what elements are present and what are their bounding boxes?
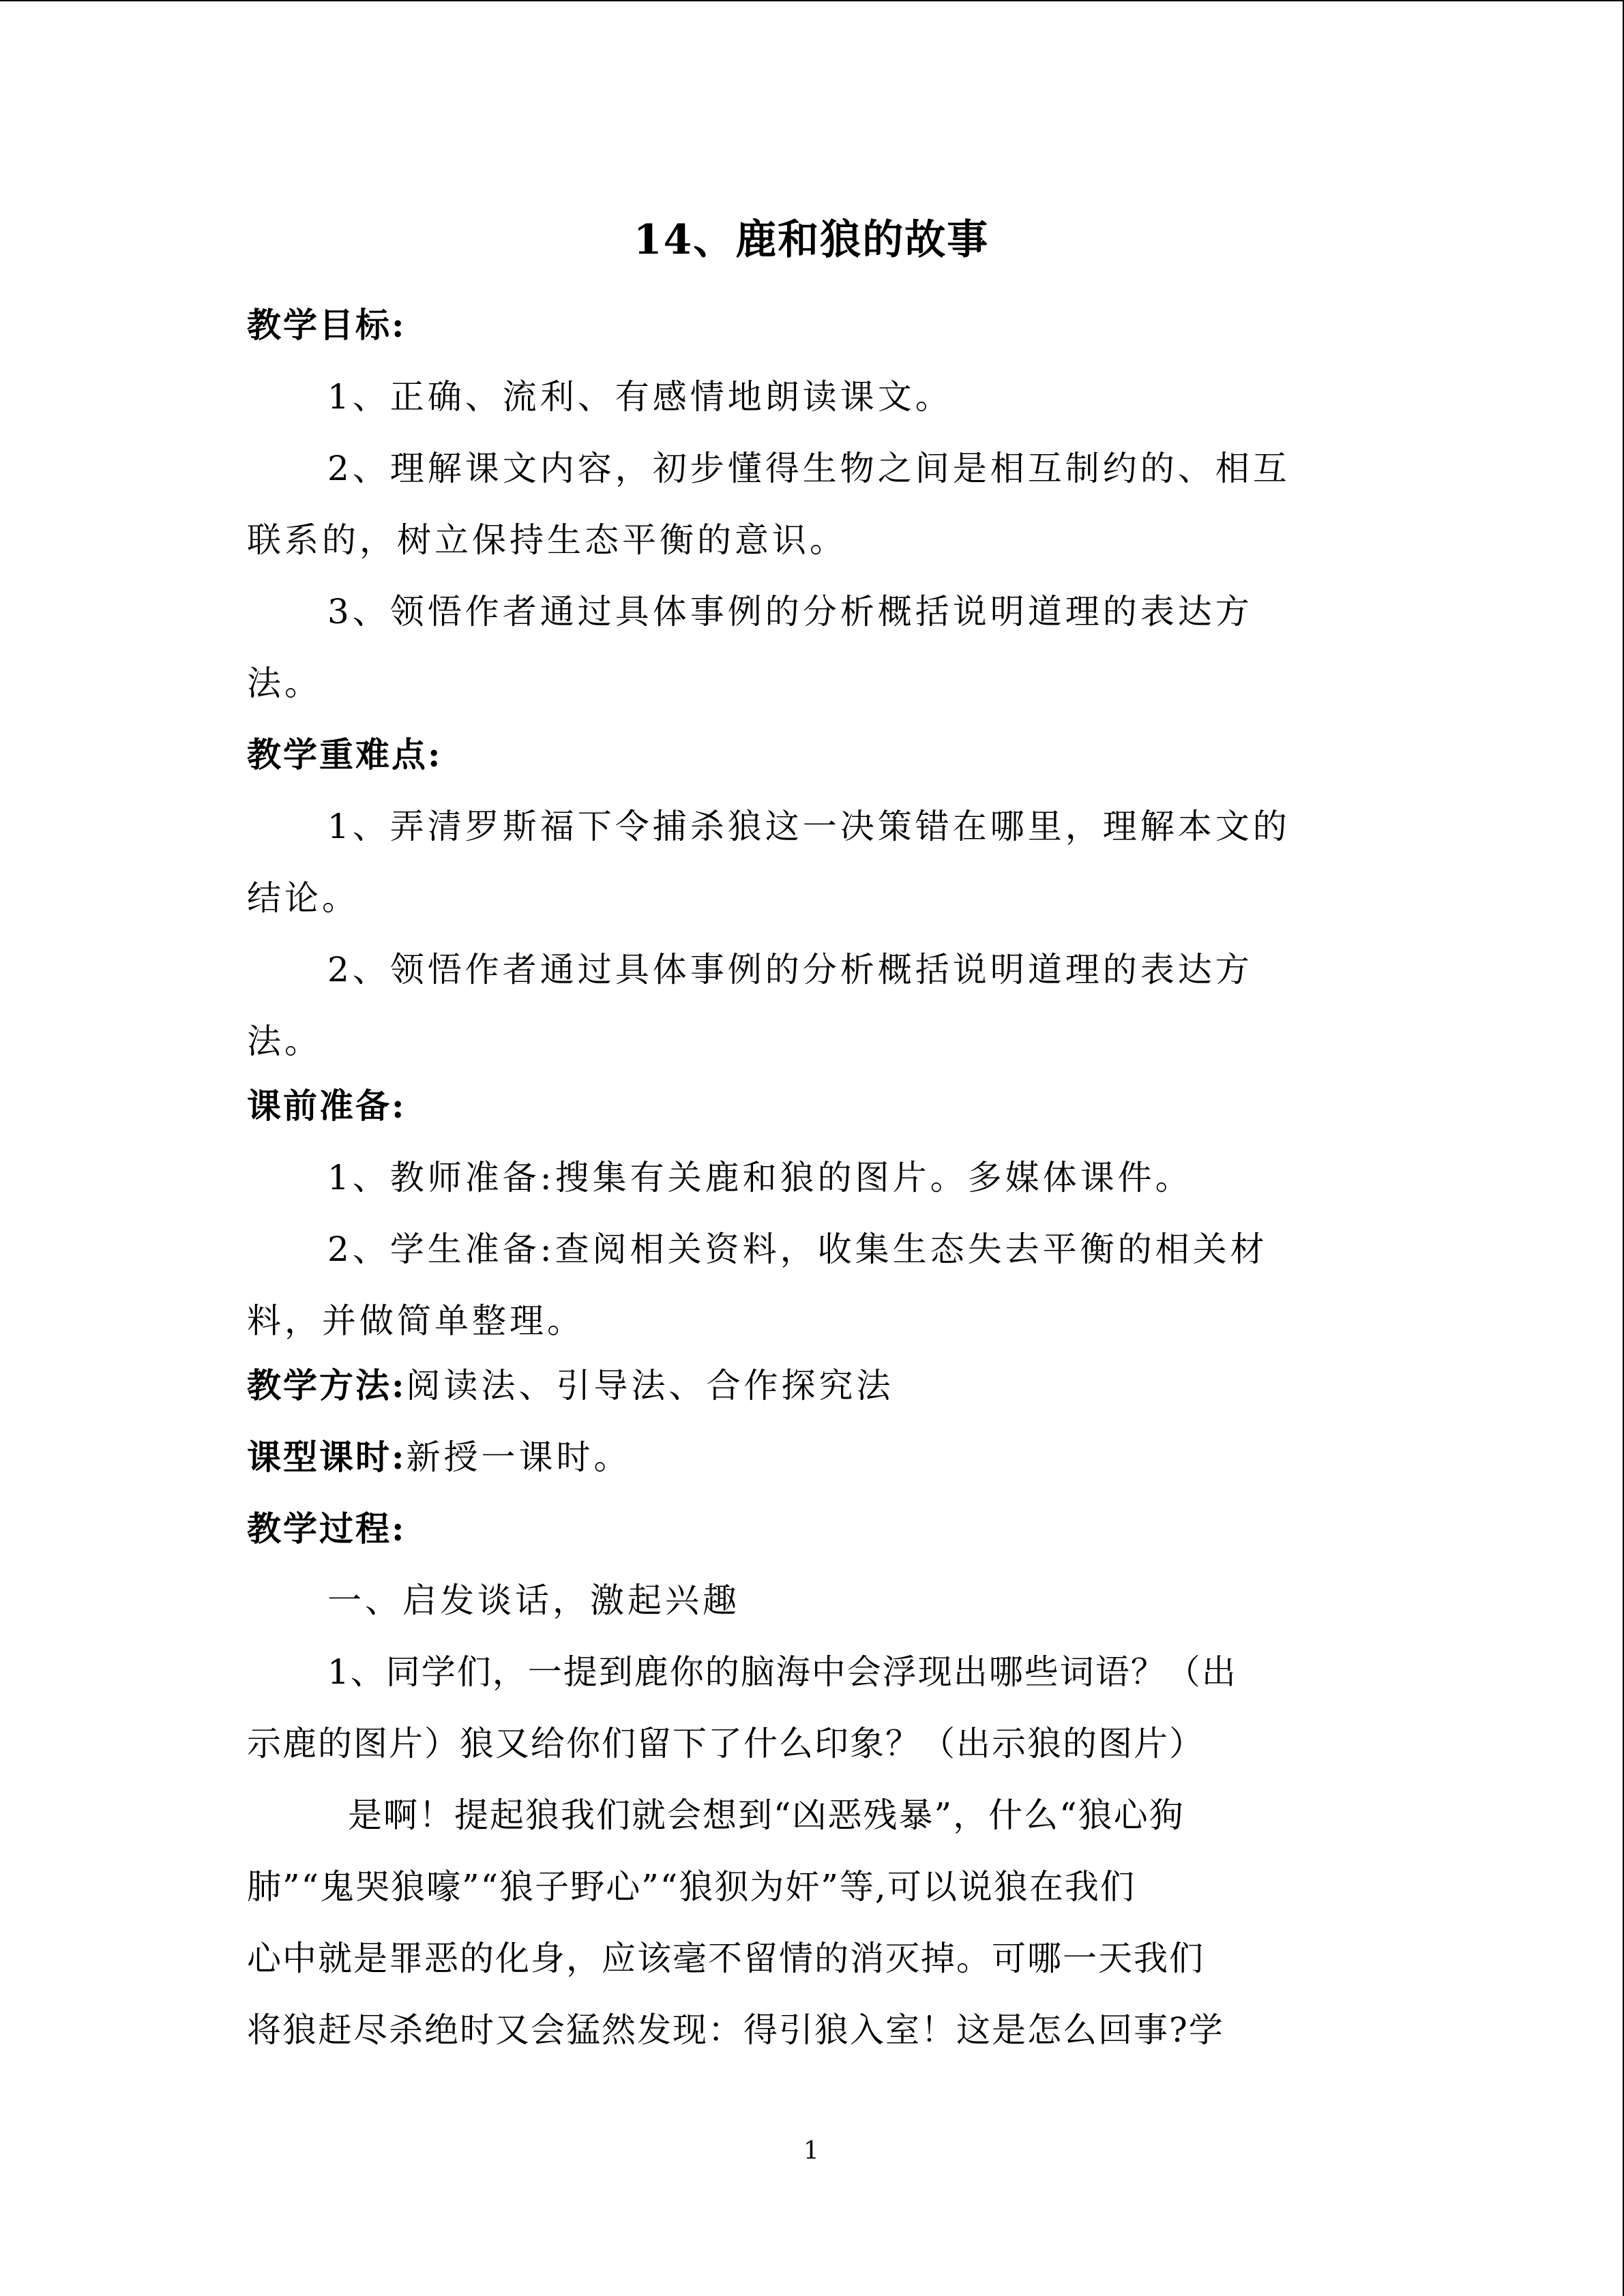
page-number: 1 [803,2137,819,2165]
process-line-2-continued: 肺”“鬼哭狼嚎”“狼子野心”“狼狈为奸”等,可以说狼在我们 [247,1867,1136,1907]
preparation-line-2-continued: 料，并做简单整理。 [247,1301,585,1341]
difficulty-line-2-continued: 法。 [247,1022,322,1061]
difficulty-line-2: 2、领悟作者通过具体事例的分析概括说明道理的表达方 [327,950,1253,989]
goal-line-3: 3、领悟作者通过具体事例的分析概括说明道理的表达方 [327,592,1253,631]
goal-line-2-continued: 联系的，树立保持生态平衡的意识。 [247,520,847,560]
preparation-line-1: 1、教师准备:搜集有关鹿和狼的图片。多媒体课件。 [327,1158,1193,1197]
difficulty-line-1: 1、弄清罗斯福下令捕杀狼这一决策错在哪里，理解本文的 [327,807,1290,846]
heading-preparation: 课前准备: [247,1086,407,1126]
heading-lesson-type: 课型课时: [247,1437,407,1477]
process-line-2: 是啊！提起狼我们就会想到“凶恶残暴”，什么“狼心狗 [348,1795,1185,1835]
teaching-method-value: 阅读法、引导法、合作探究法 [406,1366,894,1405]
process-line-1: 1、同学们，一提到鹿你的脑海中会浮现出哪些词语？（出 [327,1652,1237,1692]
heading-teaching-goals: 教学目标: [247,305,407,345]
heading-key-difficulties: 教学重难点: [247,734,443,775]
heading-teaching-method: 教学方法: [247,1365,407,1405]
process-line-1-continued: 示鹿的图片）狼又给你们留下了什么印象？（出示狼的图片） [247,1724,1205,1763]
process-line-4: 将狼赶尽杀绝时又会猛然发现：得引狼入室！这是怎么回事?学 [247,2010,1224,2050]
process-section-1: 一、启发谈话，激起兴趣 [327,1581,740,1620]
teaching-method-row [247,1355,1379,1416]
goal-line-2: 2、理解课文内容，初步懂得生物之间是相互制约的、相互 [327,449,1290,488]
goal-line-1: 1、正确、流利、有感情地朗读课文。 [327,377,953,417]
goal-line-3-continued: 法。 [247,664,322,703]
difficulty-line-1-continued: 结论。 [247,878,359,918]
document-title: 14、鹿和狼的故事 [633,216,990,264]
lesson-type-value: 新授一课时。 [406,1437,632,1477]
lesson-type-row [247,1427,1379,1488]
process-line-3: 心中就是罪恶的化身，应该毫不留情的消灭掉。可哪一天我们 [247,1939,1205,1978]
preparation-line-2: 2、学生准备:查阅相关资料，收集生态失去平衡的相关材 [327,1229,1268,1269]
heading-teaching-process: 教学过程: [247,1508,407,1549]
